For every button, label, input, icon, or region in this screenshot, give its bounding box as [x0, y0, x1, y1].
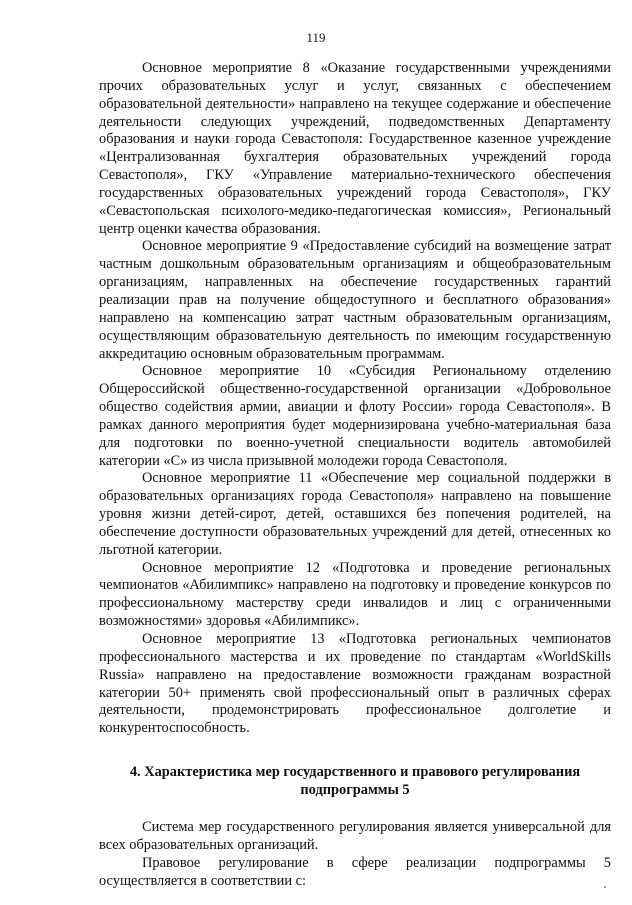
section-heading-line-2: подпрограммы 5 — [300, 782, 410, 799]
paragraph-measure-11: Основное мероприятие 11 «Обеспечение мер социальной поддержки в образовательных организациях города Севастополя» направлено на повышение уровня жизни детей-сирот, детей, оставшихся без попечения родителей, на обеспечение доступности образовательных учреждений для детей, отнесенных ко льготной категории. — [99, 470, 611, 558]
paragraph-measure-12: Основное мероприятие 12 «Подготовка и проведение региональных чемпионатов «Абилимпикс» направлено на подготовку и проведение конкурсов по профессиональному мастерству среди инвалидов и лиц с ограниченными возможностями» здоровья «Абилимпикс». — [99, 559, 611, 630]
paragraph-measure-13: Основное мероприятие 13 «Подготовка региональных чемпионатов профессионального мастерства и их проведение по стандартам «WorldSkills Russia» направлено на предоставление возможности гражданам возрастной категории 50+ применять свой профессиональный опыт в различных сферах деятельности, продемонстрировать профессиональное долголетие и конкурентоспособность. — [99, 631, 611, 737]
page-number: 119 — [306, 30, 326, 45]
paragraph-regulation-system: Система мер государственного регулирования является универсальной для всех образовательных организаций. — [99, 819, 611, 853]
section-heading — [99, 763, 611, 799]
scan-speck — [604, 886, 606, 888]
page-content — [99, 60, 611, 890]
paragraph-measure-10: Основное мероприятие 10 «Субсидия Региональному отделению Общероссийской общественно-государственной организации «Добровольное общество содействия армии, авиации и флоту России» города Севастополя». В рамках данного мероприятия будет модернизирована учебно-материальная база для подготовки по военно-учетной специальности водитель автомобилей категории «С» из числа призывной молодежи города Севастополя. — [99, 363, 611, 469]
paragraph-measure-9: Основное мероприятие 9 «Предоставление субсидий на возмещение затрат частным дошкольным образовательным организациям и общеобразовательным организациям, направленных на обеспечение государственных гарантий реализации прав на получение общедоступного и бесплатного образования» направлено на компенсацию затрат частным образовательным организациям, осуществляющим образовательную деятельность по имеющим государственную аккредитацию основным образовательным программам. — [99, 238, 611, 362]
paragraph-measure-8: Основное мероприятие 8 «Оказание государственными учреждениями прочих образовательных услуг и услуг, связанных с обеспечением образовательной деятельности» направлено на текущее содержание и обеспечение деятельности следующих учреждений, подведомственных Департаменту образования и науки города Севастополя: Государственное казенное учреждение «Централизованная бухгалтерия образовательных учреждений города Севастополя», ГКУ «Управление материально-технического обеспечения государственных образовательных учреждений города Севастополя», ГКУ «Севастопольская психолого-медико-педагогическая комиссия», Региональный центр оценки качества образования. — [99, 60, 611, 237]
section-heading-line-1: 4. Характеристика мер государственного и правового регулирования — [129, 764, 581, 781]
paragraph-legal-regulation: Правовое регулирование в сфере реализации подпрограммы 5 осуществляется в соответствии с: — [99, 854, 611, 889]
